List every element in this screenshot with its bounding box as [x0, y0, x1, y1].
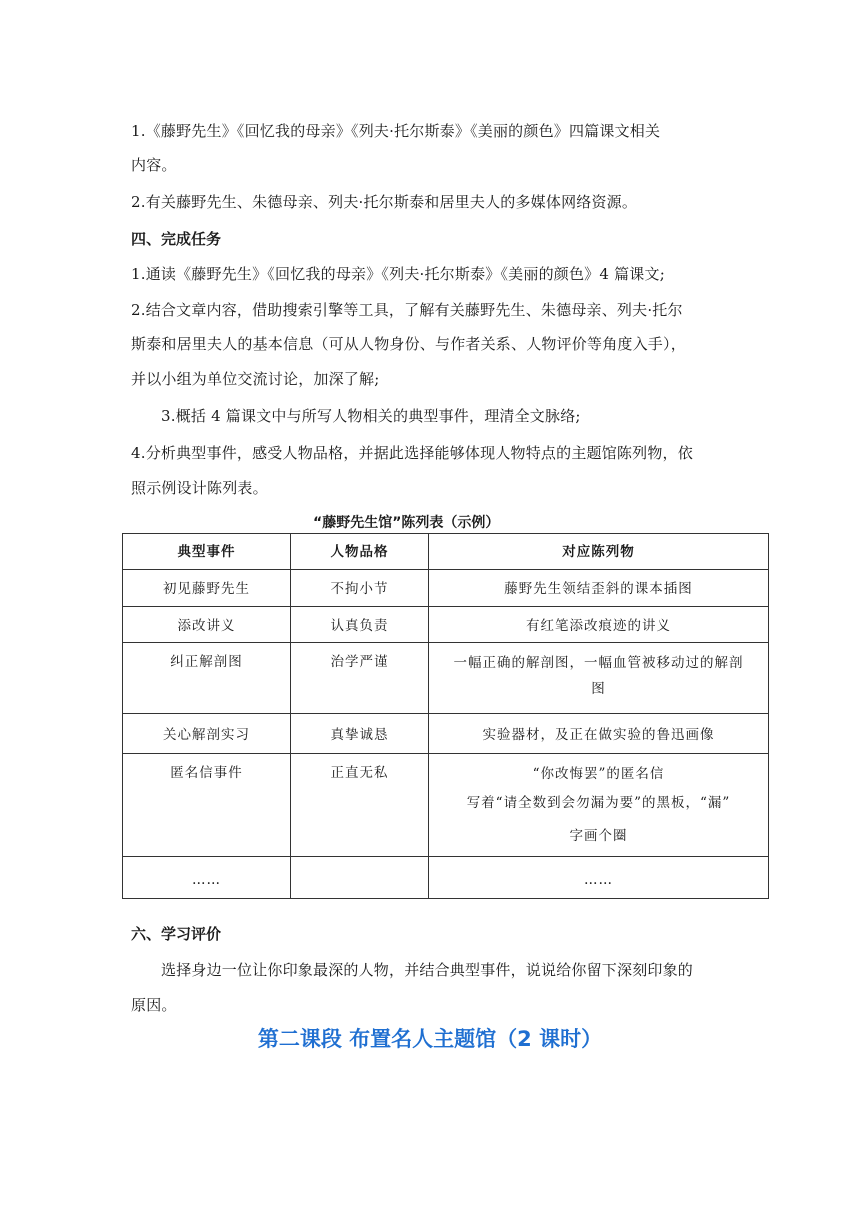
exhibit-item: 图: [591, 681, 606, 697]
exhibit-item: 字画个圈: [569, 828, 628, 844]
exhibit-table: [122, 533, 769, 899]
header-event: 典型事件: [123, 534, 291, 570]
exhibit-item: 写着“请全数到会勿漏为要”的黑板，“漏”: [466, 795, 731, 811]
trait-cell: 认真负责: [291, 607, 429, 643]
table-row: [123, 857, 769, 899]
items-cell: [429, 607, 769, 643]
resource-item-1-line-1: 1.《藤野先生》《回忆我的母亲》《列夫·托尔斯泰》《美丽的颜色》四篇课文相关: [131, 122, 661, 140]
trait-cell: 治学严谨: [291, 643, 429, 714]
table-row: [123, 714, 769, 754]
exhibit-item: 藤野先生领结歪斜的课本插图: [504, 581, 693, 597]
event-cell: 纠正解剖图: [123, 643, 291, 714]
next-section-title: 第二课段 布置名人主题馆（2 课时）: [257, 1027, 603, 1051]
task-4-line-2: 照示例设计陈列表。: [131, 479, 268, 497]
event-cell: 关心解剖实习: [123, 714, 291, 754]
exhibit-item: 实验器材，及正在做实验的鲁迅画像: [482, 727, 715, 743]
trait-cell: 不拘小节: [291, 570, 429, 607]
exhibit-item: 有红笔添改痕迹的讲义: [526, 618, 671, 634]
task-2-line-3: 并以小组为单位交流讨论，加深了解;: [131, 370, 380, 388]
table-header-row: [123, 534, 769, 570]
items-cell: [429, 570, 769, 607]
trait-cell: [291, 857, 429, 899]
items-cell: [429, 714, 769, 754]
event-cell: 添改讲义: [123, 607, 291, 643]
task-2-line-2: 斯泰和居里夫人的基本信息（可从人物身份、与作者关系、人物评价等角度入手），: [131, 335, 686, 353]
trait-cell: 真挚诚恳: [291, 714, 429, 754]
items-cell: [429, 857, 769, 899]
trait-cell: 正直无私: [291, 754, 429, 857]
table-row: [123, 607, 769, 643]
event-cell: ……: [123, 857, 291, 899]
task-3: 3.概括 4 篇课文中与所写人物相关的典型事件，理清全文脉络;: [161, 407, 581, 425]
exhibit-item: ……: [584, 872, 613, 888]
exhibit-item: “你改悔罢”的匿名信: [532, 766, 665, 782]
table-row: [123, 754, 769, 857]
items-cell: [429, 643, 769, 714]
items-cell: [429, 754, 769, 857]
task-2-line-1: 2.结合文章内容，借助搜索引擎等工具，了解有关藤野先生、朱德母亲、列夫·托尔: [131, 301, 683, 319]
header-items: 对应陈列物: [429, 534, 769, 570]
task-4-line-1: 4.分析典型事件，感受人物品格，并据此选择能够体现人物特点的主题馆陈列物，依: [131, 444, 693, 462]
table-row: [123, 643, 769, 714]
event-cell: 初见藤野先生: [123, 570, 291, 607]
table-caption: “藤野先生馆”陈列表（示例）: [313, 514, 499, 534]
evaluation-line-2: 原因。: [131, 996, 177, 1014]
resource-item-1-line-2: 内容。: [131, 156, 177, 174]
tasks-heading: 四、完成任务: [131, 230, 222, 248]
resource-item-2: 2.有关藤野先生、朱德母亲、列夫·托尔斯泰和居里夫人的多媒体网络资源。: [131, 193, 638, 211]
evaluation-heading: 六、学习评价: [131, 925, 222, 943]
exhibit-item: 一幅正确的解剖图，一幅血管被移动过的解剖: [453, 655, 744, 671]
task-1: 1.通读《藤野先生》《回忆我的母亲》《列夫·托尔斯泰》《美丽的颜色》4 篇课文;: [131, 265, 665, 283]
table-row: [123, 570, 769, 607]
evaluation-line-1: 选择身边一位让你印象最深的人物，并结合典型事件，说说给你留下深刻印象的: [161, 961, 694, 979]
header-trait: 人物品格: [291, 534, 429, 570]
event-cell: 匿名信事件: [123, 754, 291, 857]
